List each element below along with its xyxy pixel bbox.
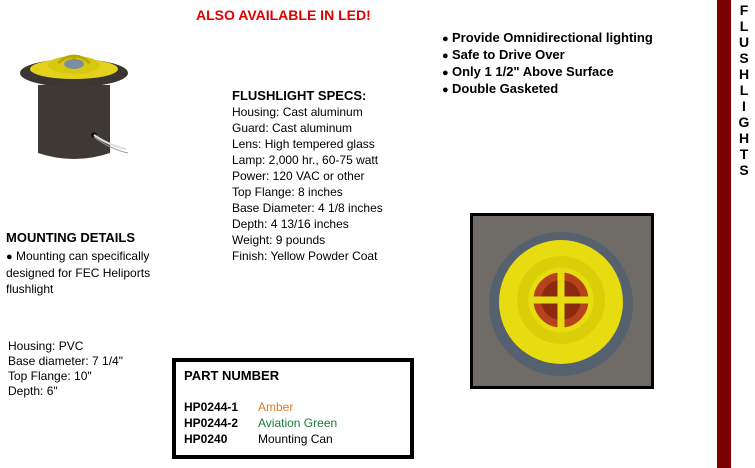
bullet-icon: ● (442, 84, 449, 96)
spec-line: Finish: Yellow Powder Coat (232, 249, 378, 263)
spec-line: Top Flange: 8 inches (232, 185, 343, 199)
side-vertical-title (736, 2, 752, 178)
spec-line: Weight: 9 pounds (232, 233, 326, 247)
side-letter: L (739, 18, 749, 34)
feature-item: ● Provide Omnidirectional lighting (442, 30, 653, 45)
side-letter: S (739, 162, 749, 178)
side-letter: I (742, 98, 746, 114)
bullet-icon: ● (442, 33, 449, 45)
spec-line: Lens: High tempered glass (232, 137, 375, 151)
side-letter: F (739, 2, 749, 18)
part-row (184, 400, 293, 414)
part-row (184, 432, 333, 446)
part-description: Aviation Green (258, 416, 338, 430)
side-letter: H (738, 130, 750, 146)
side-letter: L (739, 82, 749, 98)
side-letter: H (738, 66, 750, 82)
side-letter: T (739, 146, 749, 162)
spec-line: Base Diameter: 4 1/8 inches (232, 201, 383, 215)
spec-line: Lamp: 2,000 hr., 60-75 watt (232, 153, 379, 167)
side-letter: G (738, 114, 750, 130)
side-letter: S (739, 50, 749, 66)
part-number: HP0244-1 (184, 400, 239, 414)
flushlight-product-image (18, 45, 130, 165)
can-spec-line: Top Flange: 10" (8, 369, 92, 383)
spec-line: Housing: Cast aluminum (232, 105, 363, 119)
bullet-icon: ● (442, 67, 449, 79)
installed-flushlight-image (473, 216, 651, 386)
side-letter: U (738, 34, 750, 50)
mounting-description: ● Mounting can specifically designed for FEC Heliports flushlight (6, 249, 151, 296)
spec-line: Depth: 4 13/16 inches (232, 217, 349, 231)
mounting-can-specs (8, 339, 123, 399)
can-spec-line: Base diameter: 7 1/4" (8, 354, 123, 368)
part-description: Mounting Can (258, 432, 333, 446)
flushlight-specs (232, 88, 383, 264)
part-number: HP0244-2 (184, 416, 239, 430)
installed-flushlight-photo (470, 213, 654, 389)
part-description: Amber (258, 400, 294, 414)
specs-heading: FLUSHLIGHT SPECS: (232, 88, 367, 103)
promo-banner: ALSO AVAILABLE IN LED! (196, 7, 371, 23)
part-number-title: PART NUMBER (184, 368, 280, 383)
feature-item: ● Safe to Drive Over (442, 47, 565, 62)
part-number: HP0240 (184, 432, 228, 446)
can-spec-line: Depth: 6" (8, 384, 58, 398)
feature-list (442, 30, 653, 98)
can-spec-line: Housing: PVC (8, 339, 84, 353)
spec-line: Guard: Cast aluminum (232, 121, 353, 135)
side-accent-bar (717, 0, 731, 468)
feature-item: ● Only 1 1/2" Above Surface (442, 64, 614, 79)
part-row (184, 416, 337, 430)
bullet-icon: ● (6, 251, 13, 263)
bullet-icon: ● (442, 50, 449, 62)
feature-item: ● Double Gasketed (442, 81, 559, 96)
mounting-details-title: MOUNTING DETAILS (6, 230, 136, 245)
spec-line: Power: 120 VAC or other (232, 169, 365, 183)
